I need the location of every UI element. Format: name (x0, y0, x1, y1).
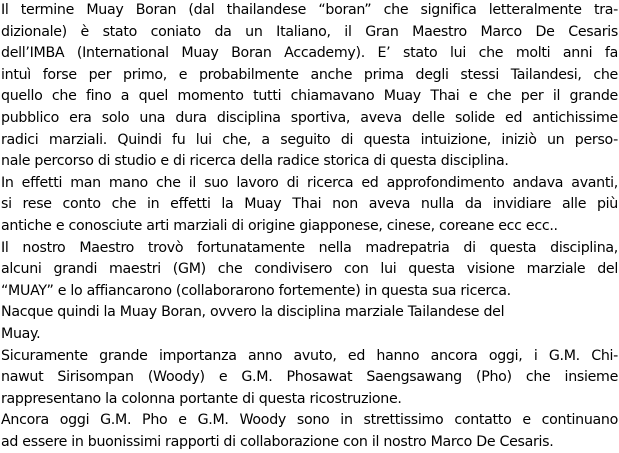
text-line: intuì forse per primo, e probabilmente anche prima degli stessi Tailandesi, che (1, 66, 618, 83)
text-line: nawut Sirisompan (Woody) e G.M. Phosawat Saengsawang (Pho) che insieme (1, 369, 618, 386)
text-line: “MUAY” e lo affiancarono (collaborarono fortemente) in questa sua ricerca. (1, 282, 511, 299)
text-line: dizionale) è stato coniato da un Italiano, il Gran Maestro Marco De Cesaris (1, 23, 618, 40)
text-line: ad essere in buonissimi rapporti di collaborazione con il nostro Marco De Cesaris. (1, 433, 554, 450)
text-line: nale percorso di studio e di ricerca della radice storica di questa disciplina. (1, 153, 509, 170)
text-line: dell’IMBA (International Muay Boran Accademy). E’ stato lui che molti anni fa (1, 45, 618, 62)
text-line: rappresentano la colonna portante di questa ricostruzione. (1, 390, 402, 407)
text-line: Ancora oggi G.M. Pho e G.M. Woody sono in strettissimo contatto e continuano (1, 412, 618, 429)
text-line: Sicuramente grande importanza anno avuto, ed hanno ancora oggi, i G.M. Chi- (1, 347, 618, 364)
text-line: pubblico era solo una dura disciplina sportiva, aveva delle solide ed antichissime (1, 109, 618, 126)
text-line: radici marziali. Quindi fu lui che, a seguito di questa intuizione, iniziò un perso- (1, 131, 618, 148)
text-line: Muay. (1, 325, 41, 342)
text-line: alcuni grandi maestri (GM) che condivisero con lui questa visione marziale del (1, 261, 618, 278)
text-line: quello che fino a quel momento tutti chiamavano Muay Thai e che per il grande (1, 88, 618, 105)
text-line: Nacque quindi la Muay Boran, ovvero la disciplina marziale Tailandese del (1, 304, 505, 321)
text-line: si rese conto che in effetti la Muay Thai non aveva nulla da invidiare alle più (1, 196, 618, 213)
text-line: Il termine Muay Boran (dal thailandese “boran” che significa letteralmente tra- (1, 2, 618, 18)
text-line: antiche e conosciute arti marziali di origine giapponese, cinese, coreane ecc ecc.. (1, 217, 558, 234)
text-line: In effetti man mano che il suo lavoro di ricerca ed approfondimento andava avanti, (1, 174, 618, 191)
text-line: Il nostro Maestro trovò fortunatamente nella madrepatria di questa disciplina, (1, 239, 618, 256)
